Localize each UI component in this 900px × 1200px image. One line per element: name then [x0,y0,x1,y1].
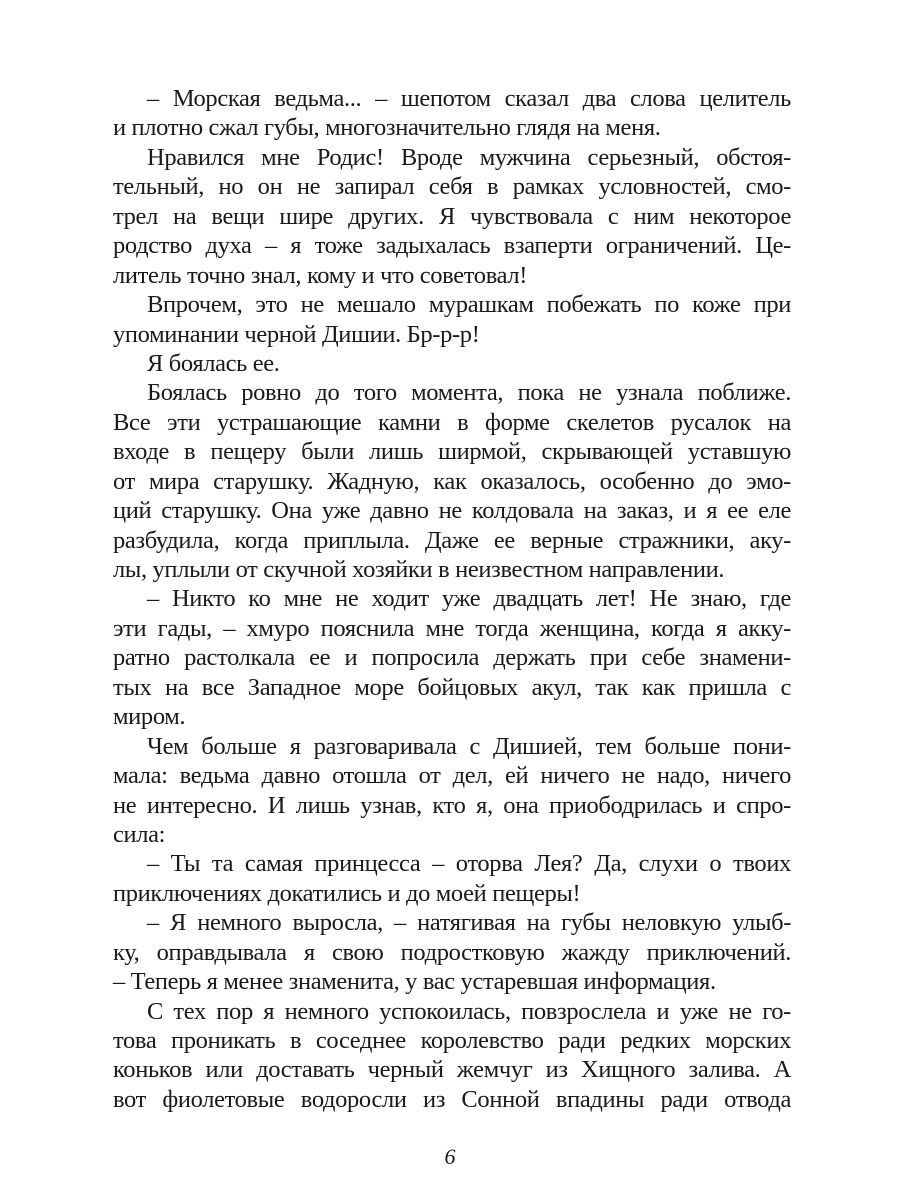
text-line: мала: ведьма давно отошла от дел, ей ничего не надо, ничего [113,762,791,790]
text-line: ку, оправдывала я свою подростковую жажду приключений. [113,938,791,966]
text-line: това проникать в соседнее королевство ради редких морских [113,1027,791,1054]
text-line: – Ты та самая принцесса – оторва Лея? Да, слухи о твоих [147,850,791,878]
text-line: ратно растолкала ее и попросила держать при себе знамени- [113,644,791,672]
text-line: С тех пор я немного успокоилась, повзрослела и уже не го- [147,997,791,1025]
text-line: и плотно сжал губы, многозначительно глядя на меня. [113,114,661,142]
text-line: упоминании черной Дишии. Бр-р-р! [113,320,480,348]
text-line: входе в пещеру были лишь ширмой, скрывающей уставшую [113,438,791,466]
text-line: Чем больше я разговаривала с Дишией, тем больше пони- [147,732,791,760]
text-line: миром. [113,703,186,731]
text-line: – Никто ко мне не ходит уже двадцать лет! Не знаю, где [147,585,791,613]
text-line: ций старушку. Она уже давно не колдовала на заказ, и я ее еле [113,497,791,525]
text-line: Впрочем, это не мешало мурашкам побежать по коже при [147,291,791,319]
text-line: – Морская ведьма... – шепотом сказал два слова целитель [147,85,791,112]
text-line: коньков или доставать черный жемчуг из Хищного залива. А [113,1056,791,1084]
page-number: 6 [444,1144,456,1169]
text-line: вот фиолетовые водоросли из Сонной впадины ради отвода [113,1085,791,1113]
text-line: эти гады, – хмуро пояснила мне тогда женщина, когда я акку- [113,614,791,642]
text-line: Я боялась ее. [147,349,280,377]
text-line: тельный, но он не запирал себя в рамках условностей, смо- [113,173,791,201]
text-line: родство духа – я тоже задыхалась взаперти ограничений. Це- [113,232,791,260]
text-line: не интересно. И лишь узнав, кто я, она приободрилась и спро- [113,791,791,819]
text-line: тых на все Западное море бойцовых акул, так как пришла с [113,673,791,701]
text-line: приключениях докатились и до моей пещеры! [113,879,581,907]
text-line: – Я немного выросла, – натягивая на губы неловкую улыб- [147,909,791,937]
text-line: Нравился мне Родис! Вроде мужчина серьезный, обстоя- [147,143,791,171]
text-line: – Теперь я менее знаменита, у вас устаревшая информация. [113,968,716,996]
text-line: разбудила, когда приплыла. Даже ее верные стражники, аку- [113,526,791,554]
text-line: трел на вещи шире других. Я чувствовала с ним некоторое [113,202,791,230]
text-line: Боялась ровно до того момента, пока не узнала поближе. [147,379,791,407]
text-line: Все эти устрашающие камни в форме скелетов русалок на [113,408,791,436]
body-text [113,84,791,1114]
text-line: литель точно знал, кому и что советовал! [113,261,528,289]
text-line: от мира старушку. Жадную, как оказалось, особенно до эмо- [113,467,791,495]
text-line: сила: [113,820,166,848]
text-line: лы, уплыли от скучной хозяйки в неизвестном направлении. [113,556,725,583]
